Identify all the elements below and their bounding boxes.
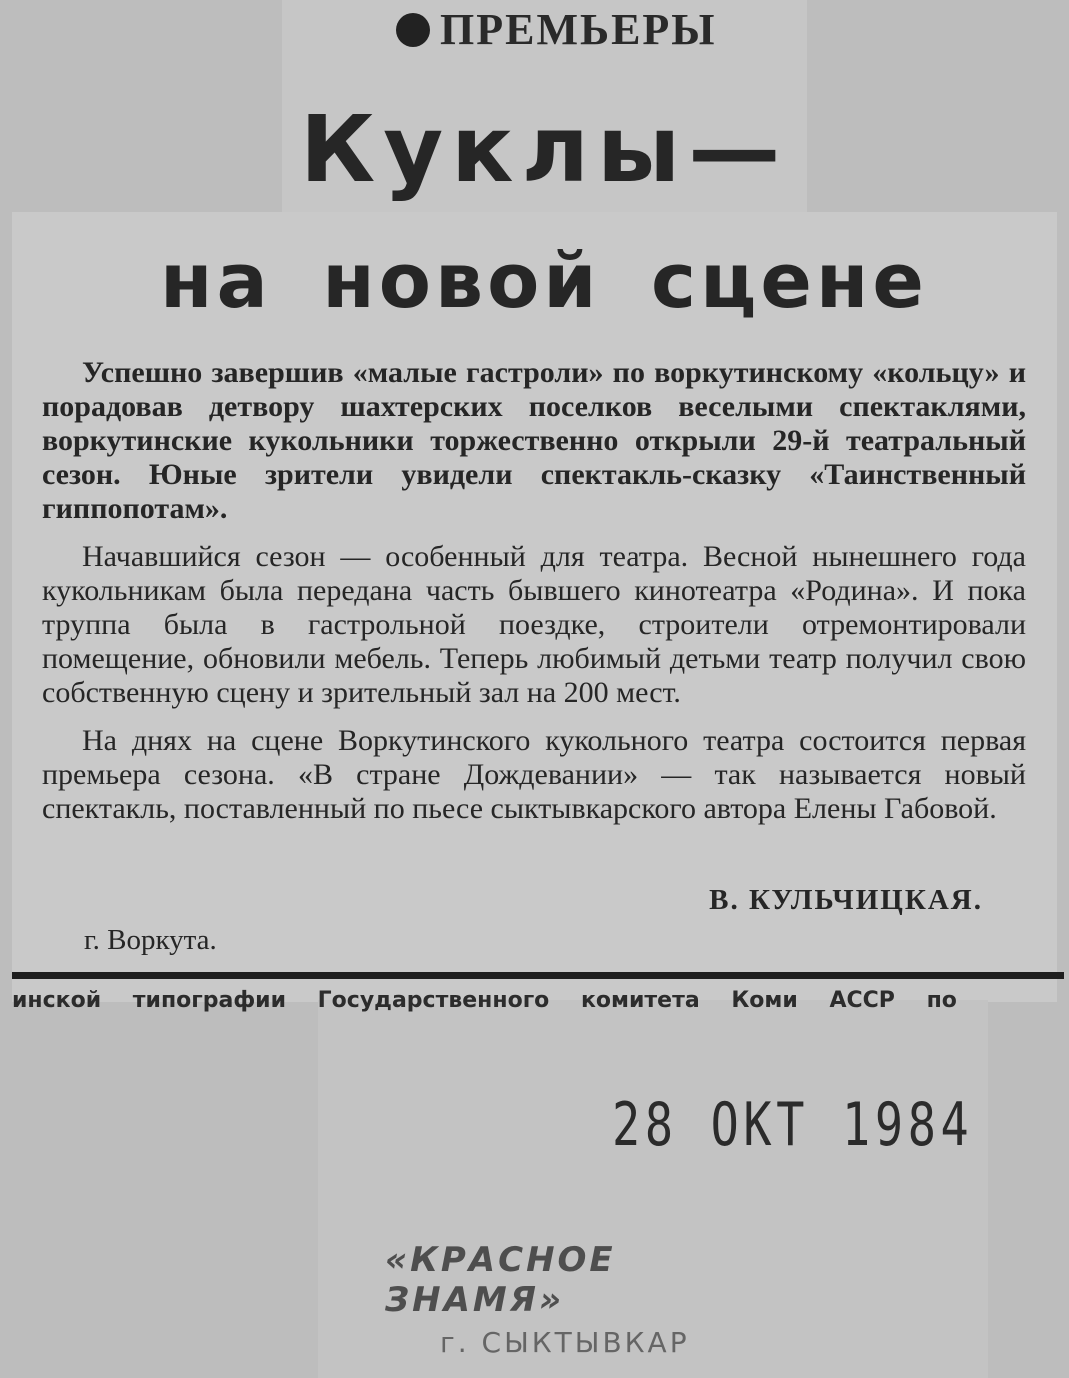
- rubric-label: ПРЕМЬЕРЫ: [440, 5, 717, 54]
- author-signature: В. КУЛЬЧИЦКАЯ.: [709, 884, 983, 916]
- article-paragraph: Начавшийся сезон — особенный для театра. Весной нынешнего года кукольникам была передана часть бывшего кинотеатра «Родина». И пока труппа была в гастрольной поездке, строители отремонтировали помещение, обновили мебель. Теперь любимый детьми театр получил свою собственную сцену и зрительный зал на 200 мест.: [42, 540, 1026, 709]
- newspaper-stamp-name: «КРАСНОЕ ЗНАМЯ»: [385, 1240, 616, 1320]
- article-body: [42, 356, 1026, 840]
- imprint-footer: инской типографии Государственного комитета Коми АССР по: [12, 988, 957, 1013]
- newspaper-stamp-city: г. СЫКТЫВКАР: [440, 1326, 690, 1359]
- dateline-city: г. Воркута.: [84, 924, 217, 956]
- headline-line-2: на новой сцене: [160, 236, 928, 325]
- rubric: [396, 4, 717, 55]
- headline-line-1: Куклы—: [300, 96, 789, 203]
- divider-rule: [12, 972, 1064, 979]
- date-stamp: [612, 1090, 973, 1160]
- article-lead-paragraph: Успешно завершив «малые гастроли» по воркутинскому «кольцу» и порадовав детвору шахтерских поселков веселыми спектаклями, воркутинские кукольники торжественно открыли 29-й театральный сезон. Юные зрители увидели спектакль-сказку «Таинственный гиппопотам».: [42, 356, 1026, 525]
- bullet-icon: [396, 13, 430, 47]
- article-paragraph: На днях на сцене Воркутинского кукольного театра состоится первая премьера сезона. «В стране Дождевании» — так называется новый спектакль, поставленный по пьесе сыктывкарского автора Елены Габовой.: [42, 724, 1026, 825]
- date-stamp-text: 28 ОКТ 1984: [612, 1090, 974, 1160]
- newspaper-stamp: [385, 1240, 805, 1359]
